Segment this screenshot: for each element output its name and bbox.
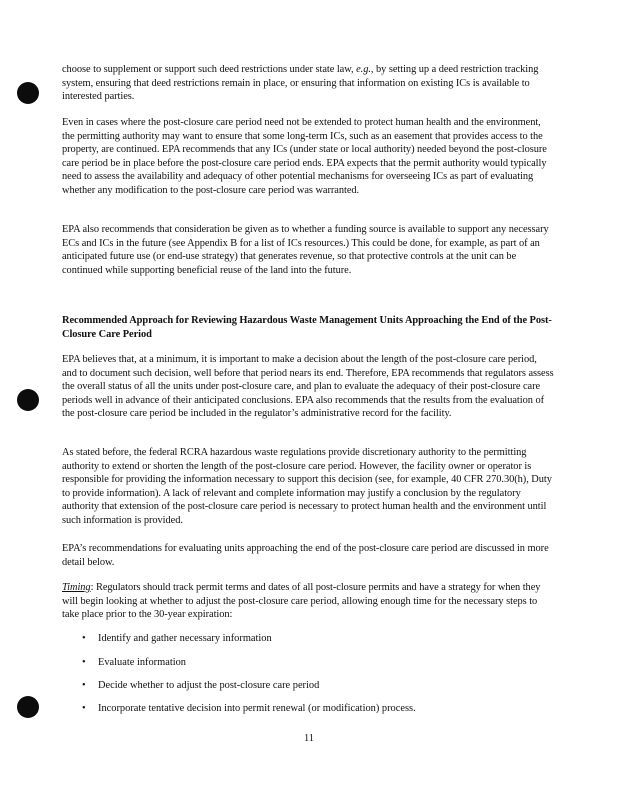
bullet-icon: •	[82, 680, 86, 691]
paragraph-timing	[62, 581, 554, 622]
p1-emphasis: e.g.	[356, 64, 371, 75]
paragraph-epa-believes	[62, 353, 554, 421]
paragraph-recommendations	[62, 542, 554, 569]
page-number: 11	[303, 733, 314, 744]
paragraph-funding-source	[62, 223, 554, 277]
p6-text: EPA’s recommendations for evaluating units approaching the end of the post-closure care period are discussed in more detail below.	[62, 543, 549, 568]
list-item	[82, 633, 272, 644]
list-item	[82, 680, 319, 691]
punch-hole-bottom	[17, 696, 39, 718]
paragraph-long-term-ics	[62, 116, 554, 198]
list-item	[82, 657, 186, 668]
punch-hole-middle	[17, 389, 39, 411]
list-item-text: Evaluate information	[98, 657, 187, 668]
list-item	[82, 703, 416, 714]
paragraph-as-stated-before	[62, 446, 554, 528]
bullet-icon: •	[82, 633, 86, 644]
bullet-icon: •	[82, 657, 86, 668]
p5-text: As stated before, the federal RCRA hazardous waste regulations provide discretionary authority to the permitting authority to extend or shorten the length of the post-closure care period. However, the facility owner or operator is responsible for providing the information necessary to support this decision (see, for example, 40 CFR 270.30(h), Duty to provide information). A lack of relevant and complete information may justify a conclusion by the regulatory authority that extension of the post-closure care period is necessary to protect human health and the environment until such information is provided.	[62, 447, 552, 526]
list-item-text: Identify and gather necessary information	[98, 633, 272, 644]
p1-text-a: choose to supplement or support such deed restrictions under state law,	[62, 64, 357, 75]
p7-text: Regulators should track permit terms and dates of all post-closure permits and have a strategy for when they will begin looking at whether to adjust the post-closure care period, allowing enough time for the necessary steps to take place prior to the 30-year expiration:	[62, 582, 541, 621]
p1-text-b: , by setting up a deed restriction tracking system, ensuring that deed restrictions remain in place, or ensuring that information on existing ICs is available to interested parties.	[62, 64, 539, 103]
section-heading	[62, 314, 554, 341]
list-item-text: Incorporate tentative decision into permit renewal (or modification) process.	[98, 703, 416, 714]
section-heading-text: Recommended Approach for Reviewing Hazardous Waste Management Units Approaching the End of the Post-Closure Care Period	[62, 315, 552, 340]
p4-text: EPA believes that, at a minimum, it is important to make a decision about the length of the post-closure care period, and to document such decision, well before that period nears its end. Therefore, EPA recommends that regulators assess the overall status of all the units under post-closure care, and plan to evaluate the adequacy of their post-closure care periods well in advance of their anticipated conclusions. EPA also recommends that the results from the evaluation of the post-closure care period be included in the regulator’s administrative record for the facility.	[62, 354, 554, 420]
list-item-text: Decide whether to adjust the post-closure care period	[98, 680, 320, 691]
timing-colon: :	[90, 582, 94, 593]
paragraph-deed-restrictions	[62, 63, 554, 104]
punch-hole-top	[17, 82, 39, 104]
p3-text: EPA also recommends that consideration be given as to whether a funding source is available to support any necessary ECs and ICs in the future (see Appendix B for a list of ICs resources.) This could be done, for example, as part of an anticipated future use (or end-use strategy) that generates revenue, so that protective controls at the unit can be continued while supporting beneficial reuse of the land into the future.	[62, 224, 549, 276]
p2-text: Even in cases where the post-closure care period need not be extended to protect human health and the environment, the permitting authority may want to ensure that some long-term ICs, such as an easement that provides access to the property, are continued. EPA recommends that any ICs (under state or local authority) needed beyond the post-closure care period be in place before the post-closure care period ends. EPA expects that the permit authority would typically need to assess the availability and adequacy of other potential mechanisms for overseeing ICs as part of evaluating whether any modification to the post-closure care period was warranted.	[62, 117, 547, 196]
bullet-icon: •	[82, 703, 86, 714]
timing-label: Timing	[62, 582, 91, 593]
